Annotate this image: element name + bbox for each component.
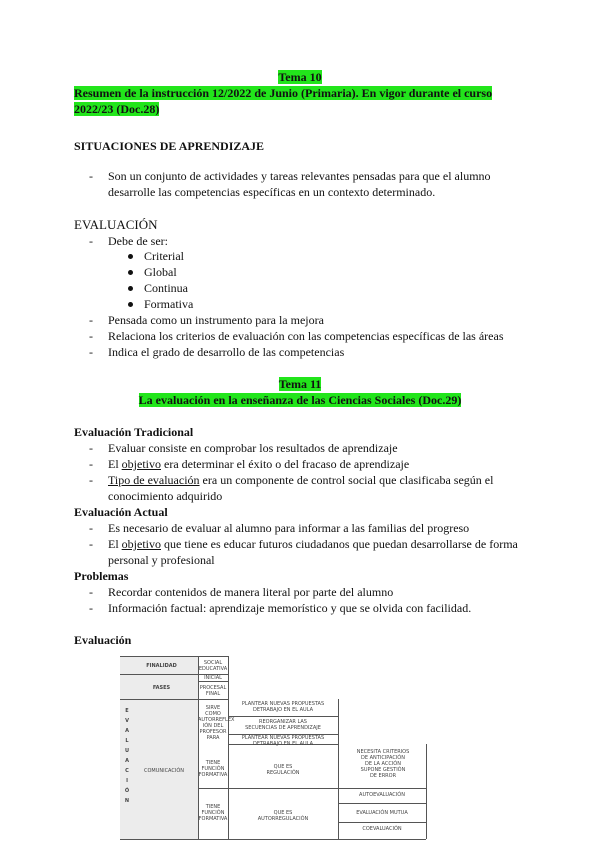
cell-auto: AUTOEVALUACIÓN [359,792,405,798]
cell-mutua: EVALUACIÓN MUTUA [356,810,408,816]
cell-vertical-evaluacion: E V A L U A C I Ó N [124,708,130,804]
cell-fases: FASES [152,685,171,691]
rule [120,839,426,840]
dash-marker: - [89,441,93,455]
rule [198,788,426,789]
dash-marker: - [89,313,93,327]
problemas-item2: Información factual: aprendizaje memorístico y que se olvida con facilidad. [108,601,472,615]
evaluacion-item: Indica el grado de desarrollo de las competencias [108,345,345,359]
evaluacion-item: Relaciona los criterios de evaluación con las competencias específicas de las áreas [108,329,504,343]
dash-marker: - [89,345,93,359]
problemas-item1: Recordar contenidos de manera literal por parte del alumno [108,585,394,599]
tema10-subtitle-line2: 2022/23 (Doc.28) [74,102,160,116]
cell-quees1: QUE ES REGULACIÓN [266,764,300,776]
evaluacion-diagram [120,654,430,840]
rule [228,716,338,717]
tradicional-item1: Evaluar consiste en comprobar los resultados de aprendizaje [108,441,398,455]
dash-marker: - [89,521,93,535]
dash-marker: - [89,169,93,183]
debe-de-ser: Debe de ser: [108,234,168,248]
actual-item1: Es necesario de evaluar al alumno para informar a las familias del progreso [108,521,470,535]
actual-item2-line2: personal y profesional [108,553,215,567]
cell-sirve: SIRVE COMO AUTORREFLEX IÓN DEL PROFESOR PARA [198,705,235,741]
bullet-dot [128,254,133,259]
dash-marker: - [89,585,93,599]
cell-tiene2: TIENE FUNCIÓN FORMATIVA [198,804,228,822]
tradicional-item3-line2: conocimiento adquirido [108,489,223,503]
cell-plantear2: PLANTEAR NUEVAS PROPUESTAS DETRABAJO EN EL AULA [241,735,325,747]
dash-marker: - [89,601,93,615]
evaluacion2-heading: Evaluación [74,633,132,647]
rule [338,822,426,823]
cell-inicial: INICIAL [204,675,222,681]
cell-coeval: COEVALUACIÓN [362,826,402,832]
rule [120,656,228,657]
actual-item2: El objetivo que tiene es educar futuros ciudadanos que puedan desarrollarse de forma [108,537,518,551]
problemas-heading: Problemas [74,569,129,583]
tradicional-heading: Evaluación Tradicional [74,425,194,439]
cell-necesita: NECESITA CRITERIOS DE ANTICIPACIÓN DE LA ACCIÓN SUPONE GESTIÓN DE ERROR [356,749,410,779]
cell-quees2: QUE ES AUTORREGULACIÓN [257,810,309,822]
cell-tiene1: TIENE FUNCIÓN FORMATIVA [198,760,228,778]
actual-heading: Evaluación Actual [74,505,168,519]
tema10-subtitle-line1: Resumen de la instrucción 12/2022 de Junio (Primaria). En vigor durante el curso [74,86,493,100]
cell-finalidad: FINALIDAD [146,663,177,669]
situaciones-line1: Son un conjunto de actividades y tareas relevantes pensadas para que el alumno [108,169,491,183]
tradicional-item2: El objetivo era determinar el éxito o del fracaso de aprendizaje [108,457,410,471]
sub-item: Formativa [144,297,194,311]
bullet-dot [128,270,133,275]
bullet-dot [128,286,133,291]
cell-comunicacion: COMUNICACIÓN [143,768,185,774]
cell-procesal: PROCESAL FINAL [199,685,227,697]
cell-social: SOCIAL EDUCATIVA [198,660,228,672]
dash-marker: - [89,457,93,471]
rule [338,803,426,804]
evaluacion-item: Pensada como un instrumento para la mejora [108,313,324,327]
rule [120,699,228,700]
rule [198,681,228,682]
evaluacion-heading: EVALUACIÓN [74,217,158,232]
dash-marker: - [89,234,93,248]
sub-item: Global [144,265,177,279]
tema11-heading: Tema 11 [278,377,322,391]
sub-item: Continua [144,281,188,295]
tema11-subtitle: La evaluación en la enseñanza de las Ciencias Sociales (Doc.29) [138,393,462,407]
tradicional-item3: Tipo de evaluación era un componente de control social que clasificaba según el [108,473,494,487]
situaciones-heading: SITUACIONES DE APRENDIZAJE [74,139,265,153]
cell-reorganizar: REORGANIZAR LAS SECUENCIAS DE APRENDIZAJE [245,719,321,731]
dash-marker: - [89,329,93,343]
dash-marker: - [89,473,93,487]
bullet-dot [128,302,133,307]
rule [426,744,427,839]
dash-marker: - [89,537,93,551]
cell-plantear1: PLANTEAR NUEVAS PROPUESTAS DETRABAJO EN EL AULA [241,701,325,713]
situaciones-line2: desarrolle las competencias específicas en un contexto determinado. [108,185,436,199]
tema10-heading: Tema 10 [278,70,322,84]
rule [338,699,339,839]
sub-item: Criterial [144,249,184,263]
